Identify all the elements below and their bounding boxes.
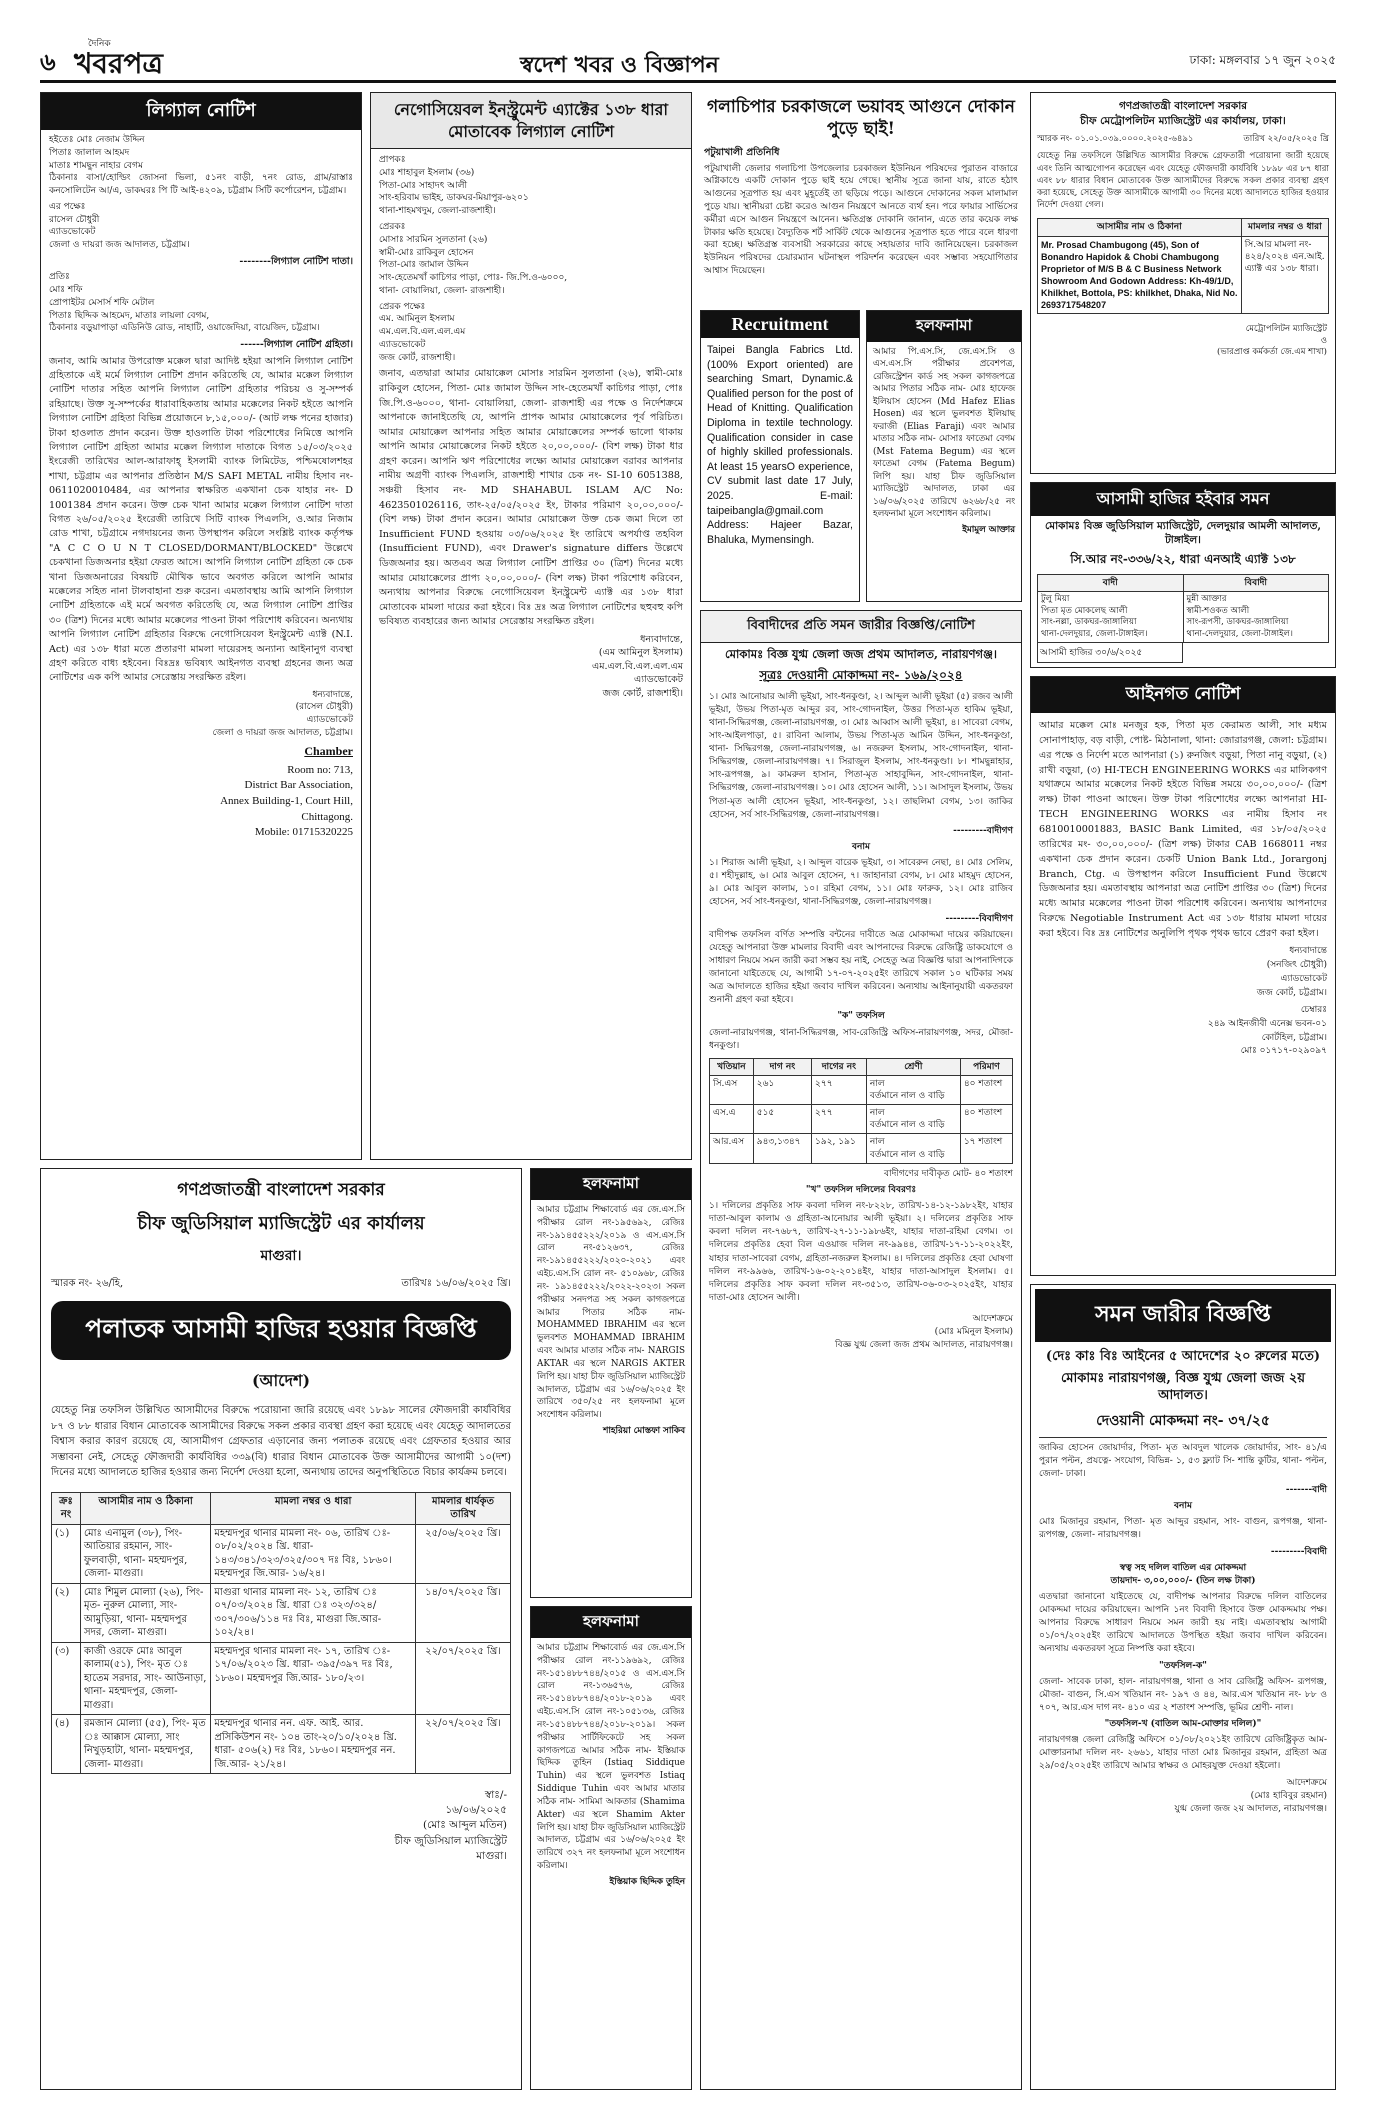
table-cell: নাল বর্তমানে নাল ও বাড়ি [866, 1105, 960, 1134]
table-cell: ২৭৭ [812, 1105, 867, 1134]
table-cell: মহম্মদপুর থানার মামলা নং- ১৭, তারিখ ঃ- ১৭/০৬/২০২৩ খ্রি. ধারা- ৩৯৫/৩৯৭ দঃ বিঃ, ১৮৬০। মহম্মদপুর জি.আর- ১৮০/২৩। [211, 1642, 416, 1715]
notice-sign: ধন্যবাদান্তে, (এম আমিনুল ইসলাম) এম.এল.বি.এল.এল.এম এ্যাডভোকেট জজ কোর্ট, রাজশাহী। [591, 633, 683, 699]
table-cell: ২২/০৭/২০২৫ খ্রি। [416, 1642, 511, 1715]
abs-col: মামলা নম্বর ও ধারা [211, 1492, 416, 1524]
summons2-subject: স্বত্ব সহ দলিল বাতিল এর মোকদ্দমা তায়দাদ- ৩,০০,০০০/- (তিন লক্ষ টাকা) [1110, 1562, 1256, 1586]
absconding-accused-notice [40, 1168, 522, 2090]
summons2-title: সমন জারীর বিজ্ঞপ্তি [1035, 1289, 1331, 1342]
abs-title: পলাতক আসামী হাজির হওয়ার বিজ্ঞপ্তি [51, 1301, 511, 1360]
cmm-col: মামলার নম্বর ও ধারা [1241, 219, 1328, 236]
table-cell: সি.এস [710, 1075, 754, 1104]
affidavit-title: হলফনামা [867, 311, 1021, 342]
accused-summon-tangail [1030, 482, 1336, 668]
summons2-defendant-tag: ---------বিবাদী [1270, 1546, 1327, 1557]
abs-col: আসামীর নাম ও ঠিকানা [81, 1492, 211, 1524]
table-row [52, 1583, 511, 1642]
table-row [1038, 236, 1329, 314]
summons2-vs: বনাম [1174, 1501, 1192, 1512]
summons-defendants: ১। শিরাজ আলী ভূইয়া, ২। আব্দুল বারেক ভূইয়া, ৩। সাবেরুন নেছা, ৪। মোঃ সেলিম, ৫। শহীদুল্লাহ, ৬। মোঃ আবুল হোসেন, ৭। জাহানারা বেগম, ৮। মোঃ মাহমুদ হোসেন, ৯। মোঃ আবুল কালাম, ১০। রহিমা বেগম, ১১। মোঃ ফারুক, ১২। মোঃ রাজিব হোসেন, সর্ব সাং-ধনকুণ্ডা, থানা-সিদ্ধিরগঞ্জ, জেলা-নারায়ণগঞ্জ। [709, 858, 1013, 908]
abs-col: মামলার ধার্যকৃত তারিখ [416, 1492, 511, 1524]
summons-case: সূত্রঃ দেওয়ানী মোকাদ্দমা নং- ১৬৯/২০২৪ [759, 667, 963, 682]
table-cell: মাগুরা থানার মামলা নং- ১২, তারিখ ঃ ০৭/০৩/২০২৪ খ্রি. ধারা ঃ ৩২৩/৩২৪/ ৩০৭/৩০৬/১১৪ দঃ বিঃ, মাগুরা জি.আর- ১০২/২৪। [211, 1583, 416, 1642]
affidavit-ad-3 [530, 1606, 692, 2090]
header-rule [40, 80, 1336, 83]
table-row [52, 1715, 511, 1774]
table-row [1038, 592, 1329, 643]
notice-sign: ধন্যবাদান্তে (সনজিৎ চৌধুরী) এ্যাডভোকেট জজ কোর্ট, চট্টগ্রাম। [1256, 945, 1327, 998]
table-cell: ২২/০৭/২০২৫ খ্রি। [416, 1715, 511, 1774]
summons-court: মোকামঃ বিজ্ঞ যুগ্ম জেলা জজ প্রথম আদালত, নারায়ণগঞ্জ। [724, 647, 998, 661]
table-row [52, 1642, 511, 1715]
summons2-plaintiff-tag: -------বাদী [1285, 1485, 1327, 1496]
affidavit-ad-2 [530, 1168, 692, 1598]
table-row [710, 1075, 1013, 1104]
affidavit-body: আমার চট্টগ্রাম শিক্ষাবোর্ড এর জে.এস.সি পরীক্ষার রোল নং-১৯৫৬৯২, রেজিঃ নং-১৯১৪৫৫২২২/২০১৯ ও এস.এস.সি রোল নং-৫১২৬৩৭, রেজিঃ নং-১৯১৪৫৫২২২/২০২০-২০২১ এবং এইচ.এস.সি রোল নং- ৫১০৯৬৮, রেজিঃ নং- ১৯১৪৫৫২২২/২০২২-২০২৩। সকল পরীক্ষার সনদপত্র সহ সকল কাগজপত্রে আমার পিতার সঠিক নাম- MOHAMMED IBRAHIM এর স্থলে ভুলবশত MOHAMMAD IBRAHIM এবং আমার মাতার সঠিক নাম- NARGIS AKTAR এর স্থলে NARGIS AKTER লিপি হয়। যাহা চীফ জুডিসিয়াল ম্যাজিস্ট্রেট আদালত, চট্টগ্রাম এর ১৬/০৬/২০২৫ ইং তারিখে ৩৫০/২৫ নং হলফনামা মূলে সংশোধন করিলাম। [537, 1205, 685, 1421]
table-cell: ১৭ শতাংশ [960, 1134, 1012, 1163]
table-cell: ২৭৭ [812, 1075, 867, 1104]
summons-defendant-tag: ---------বিবাদীগণ [945, 913, 1013, 924]
summons-body: বাদীপক্ষ তফসিল বর্ণিত সম্পত্তি বন্টনের দাবীতে অত্র মোকাদ্দমা দায়ের করিয়াছেন। যেহেতু আপনারা উক্ত মামলার বিবাদী এবং আপনাদের বিরুদ্ধে রেজিষ্ট্রি ডাকযোগে ও সাধারণ নিয়মে সমন জারী করা সম্ভব হয় নাই, সেহেতু অত্র বিজ্ঞপ্তি দ্বারা আপনাদিগকে জানানো যাইতেছে যে, আগামী ১৭-০৭-২০২৫ইং তারিখে সকাল ১০ ঘটিকার সময় অত্র আদালতে হাজির হইয়া জবাব দাখিল করিবেন। অন্যথায় আইনানুযায়ী একতরফা শুনানী গ্রহণ করা হইবে। [709, 929, 1013, 1006]
affidavit-ad-1 [866, 310, 1022, 602]
news-article [700, 92, 1022, 304]
defendant-label: বিবাদী [1183, 575, 1329, 592]
recruitment-body: Taipei Bangla Fabrics Ltd. (100% Export oriented) are searching Smart, Dynamic.& Qualified person for the post of Head of Knitting. Qualification Diploma in textile technology. Qualification consider in case of highly skilled professionals. At least 15 yearsO experience, CV submit last date 17 July, 2025. E-mail: taipeibangla@gmail.com Address: Hajeer Bazar, Bhaluka, Mymensingh. [707, 344, 853, 546]
abs-table [51, 1492, 511, 1775]
page-number: ৬ [40, 47, 56, 76]
schedule-col: শ্রেণী [866, 1058, 960, 1075]
notice-sender: প্রেরকঃ মোসাঃ সারমিন সুলতানা (২৬) স্বামী-মোঃ রাকিবুল হোসেন পিতা-মোঃ জামাল উদ্দিন সাং-হেতেমখাঁ কাচিগর পাড়া, পোঃ- জি.পি.ও-৬০০০, থানা- বোয়ালিয়া, জেলা- রাজশাহী। [379, 222, 568, 296]
table-cell: ১৪/০৭/২০২৫ খ্রি। [416, 1583, 511, 1642]
legal-notice-hitech [1030, 676, 1336, 1276]
notice-agent: প্রেরক পক্ষেঃ এম. আমিনুল ইসলাম এম.এল.বি.এল.এল.এম এ্যাডভোকেট জজ কোর্ট, রাজশাহী। [379, 301, 466, 363]
hazir-date: আসামী হাজির ৩০/৬/২০২৫ [1037, 643, 1183, 663]
hazir-plaintiff: টুলু মিয়া পিতা মৃত মোকলেছ আলী সাং-নল্লা, ডাকঘর-জাঙ্গালিয়া থানা-দেলদুয়ার, জেলা-টাঙ্গাইল। [1038, 592, 1184, 643]
abs-gov: গণপ্রজাতন্ত্রী বাংলাদেশ সরকার [177, 1180, 385, 1200]
table-cell: মহম্মদপুর থানার মামলা নং- ০৬, তারিখ ঃ- ০৮/০২/২০২৪ খ্রি. ধারা- ১৪৩/৩৪১/৩২৩/৩২৫/৩০৭ দঃ বিঃ, ১৮৬০। মহম্মদপুর জি.আর- ১৬/২৪। [211, 1524, 416, 1583]
table-cell: আর.এস [710, 1134, 754, 1163]
affidavit-title: হলফনামা [531, 1607, 691, 1638]
summons-order-sign: আদেশক্রমে (মোঃ মমিনুল ইসলাম) বিজ্ঞ যুগ্ম জেলা জজ প্রথম আদালত, নারায়ণগঞ্জ। [835, 1314, 1013, 1351]
notice-body: জনাব, এতদ্বারা আমার মোয়াক্কেল মোসাঃ সারমিন সুলতানা (২৬), স্বামী-মোঃ রাকিবুল হোসেন, পিতা- মোঃ জামাল উদ্দিন সাং-হেতেমখাঁ কাচিগর পাড়া, পোঃ জি.পি.ও-৬০০০, থানা- বোয়ালিয়া, জেলা- রাজশাহী এর পক্ষে ও নির্দেশক্রমে আপনাকে জানাইতেছি যে, আপনি প্রাপক আমার মোয়াক্কেলের পূর্ব পরিচিত। আমার মোয়াক্কেল আপনার সহিত আমার মোয়াক্কেলের সম্পর্ক ভালো থাকায় আপনি আমার মোয়াক্কেলের নিকট হইতে ২০,০০,০০০/- (বিশ লক্ষ) টাকা ধার গ্রহণ করেন। আপনি ঋণ পরিশোধের লক্ষ্যে আমার মোয়াক্কেল বরাবর আপনার নামীয় অগ্রণী ব্যাংক পিএলসি, রাজশাহী শাখার চেক নং- SI-10 6051388, সঞ্চয়ী হিসাব নং- MD SHAHABUL ISLAM A/C No: 4623501026116, তাং-২৫/০৫/২০২৫ ইং, টাকার পরিমাণ ২০,০০,০০০/- (বিশ লক্ষ) টাকা প্রদান করেন। আমার মোয়াক্কেল উক্ত চেক জমা দিলে তা Insufficient FUND হওয়ায় ০৩/০৬/২০২৫ ইং তারিখে অপর্যাপ্ত তহবিল (Insufficient FUND), এবং Drawer's signature differs উল্লেখে ডিজঅনার হয়। অতএব অত্র লিগ্যাল নোটিশ প্রাপ্তির ৩০ (ত্রিশ) দিনের মধ্যে আমার মোয়াক্কেলের প্রাপ্য ২০,০০,০০০/- (বিশ লক্ষ) টাকা পরিশোধ করিবেন, অন্যথায় আপনার বিরুদ্ধে নেগোসিয়েবল ইনস্ট্রুমেন্ট এ্যাক্ট এর ১৩৮ ধারা মোতাবেক মামলা দায়ের করা হইবে। বিঃ দ্রঃ অত্র লিগ্যাল নোটিশের ছহুবহু কপি ভবিষ্যত ব্যবহারের জন্য আমার সেরেস্তায় সংরক্ষিত রইল। [379, 368, 683, 628]
section-title: স্বদেশ খবর ও বিজ্ঞাপন [520, 52, 719, 78]
hazir-case: সি.আর নং-৩৩৬/২২, ধারা এনআই এ্যাক্ট ১৩৮ [1070, 552, 1296, 567]
table-cell: নাল বর্তমানে নাল ও বাড়ি [866, 1075, 960, 1104]
table-cell: ১৯২, ১৯১ [812, 1134, 867, 1163]
summons2-plaintiff: জাকির হোসেন জোয়ার্দার, পিতা- মৃত আবদুল খালেক জোয়ার্দার, সাং- ৪১/এ পুরান পল্টন, প্রযত্নে- সংযোগ, বিভিন্ন- ১, ৫৩ ফ্ল্যাট সি- শান্তি কুটির, থানা- পল্টন, জেলা- ঢাকা। [1039, 1442, 1327, 1479]
news-byline: পটুয়াখালী প্রতিনিধি [704, 147, 780, 159]
table-cell: ২৫/০৬/২০২৫ খ্রি। [416, 1524, 511, 1583]
table-cell: মহম্মদপুর থানার নন. এফ. আই. আর. প্রসিকিউশন নং- ১০৪ তাং-২০/১০/২০২৪ খ্রি. ধারা- ৫০৬(২) দঃ বিঃ, ১৮৬০। মহম্মদপুর নন. জি.আর- ২১/২৪। [211, 1715, 416, 1774]
notice-sender-tag: --------লিগ্যাল নোটিশ দাতা। [239, 255, 353, 267]
abs-memo: স্মারক নং- ২৬/হি, [51, 1278, 124, 1289]
cmm-memo-date: তারিখ ২২/০৫/২০২৫ খ্রি [1243, 134, 1329, 145]
table-row [710, 1105, 1013, 1134]
news-headline: গলাচিপার চরকাজলে ভয়াবহ আগুনে দোকান পুড়ে ছাই! [707, 97, 1015, 140]
schedule-col: দাগের নং [812, 1058, 867, 1075]
summons2-deed-title: "তফসিল-খ (বাতিল আম-মোক্তার দলিল)" [1104, 1719, 1262, 1730]
abs-col: ক্রঃ নং [52, 1492, 81, 1524]
summons-title: বিবাদীদের প্রতি সমন জারীর বিজ্ঞপ্তি/নোটিশ [701, 611, 1021, 643]
summons2-rule: (দেঃ কাঃ বিঃ আইনের ৫ আদেশের ২০ রুলের মতে) [1045, 1349, 1321, 1364]
notice-receiver-tag: ------লিগ্যাল নোটিশ গ্রহিতা। [240, 339, 353, 351]
cmm-accused: Mr. Prosad Chambugong (45), Son of Bonandro Hapidok & Chobi Chambugong Proprietor of M/S B & C Business Network Showroom And Godown Address: Kh-49/1/D, Khilkhet, Bottola, PS: khilkhet, Dhaka, Nid No. 2693717548207 [1038, 236, 1242, 314]
cmm-dhaka-notice [1030, 92, 1336, 474]
notice-sign: ধন্যবাদান্তে, (রাসেল চৌধুরী) এ্যাডভোকেট জেলা ও দায়রা জজ আদালত, চট্টগ্রাম। [212, 689, 353, 738]
table-cell: ৫১৫ [753, 1105, 811, 1134]
notice-receiver: প্রাপকঃ মোঃ শাহাবুল ইসলাম (৩৬) পিতা-মোঃ সাহাদৎ আলী সাং-হরিবাম ভাইহ, ডাকঘর-মিয়াপুর-৬২০১ থানা-শাহমখদুম, জেলা-রাজশাহী। [379, 155, 529, 217]
abs-office: চীফ জুডিসিয়াল ম্যাজিস্ট্রেট এর কার্যালয় [137, 1213, 425, 1234]
notice-title: নেগোসিয়েবল ইনস্ট্রুমেন্ট এ্যাক্টের ১৩৮ ধারা মোতাবেক লিগ্যাল নোটিশ [371, 93, 691, 149]
abs-sign: স্বাঃ/- ১৬/০৬/২০২৫ (মোঃ আব্দুল মতিন) চীফ জুডিসিয়াল ম্যাজিস্ট্রেট মাগুরা। [394, 1789, 507, 1862]
legal-notice-chattogram [40, 92, 362, 1160]
schedule-col: পরিমাণ [960, 1058, 1012, 1075]
schedule-col: খতিয়ান [710, 1058, 754, 1075]
cmm-case: সি.আর মামলা নং- ৪২৪/২০২৪ এন.আই. এ্যাক্ট এর ১৩৮ ধারা। [1241, 236, 1328, 314]
summons2-defendant: মোঃ মিজানুর রহমান, পিতা- মৃত আব্দুর রহমান, সাং- বাগুন, রূপগঞ্জ, থানা- রূপগঞ্জ, জেলা- নারায়ণগঞ্জ। [1039, 1517, 1327, 1541]
table-cell: নাল বর্তমানে নাল ও বাড়ি [866, 1134, 960, 1163]
affidavit-sign: ইস্তিয়াক ছিদ্দিক তুহিন [609, 1876, 685, 1887]
summons-notice-civil [1030, 1284, 1336, 2090]
cmm-col: আসামীর নাম ও ঠিকানা [1038, 219, 1242, 236]
table-row [710, 1134, 1013, 1163]
table-cell: এস.এ [710, 1105, 754, 1134]
hazir-court: মোকামঃ বিজ্ঞ জুডিসিয়াল ম্যাজিস্ট্রেট, দেলদুয়ার আমলী আদালত, টাঙ্গাইল। [1045, 520, 1321, 547]
abs-order: (আদেশ) [251, 1371, 311, 1390]
notice-from: হইতেঃ মোঃ নেজাম উদ্দিন পিতাঃ জালাল আহমদ মাতাঃ শামছুন নাহার বেগম ঠিকানাঃ বাসা/হোল্ডিং জোসনা ভিলা, ৫১নং বাড়ী, ৭নং রোড, গ্রাম/রাস্তাঃ কনসোলিটেন আ/এ, ডাকঘরঃ পি টি আই-৪২০৯, চট্টগ্রাম সিটি কর্পোরেশন, চট্টগ্রাম। [49, 135, 353, 197]
notice-body: জনাব, আমি আমার উপরোক্ত মক্কেল দ্বারা আদিষ্ট হইয়া আপনি লিগ্যাল নোটিশ গ্রহিতাকে এই মর্মে লিগ্যাল নোটিশ প্রদান করিতেছি যে, আমার মক্কেল লিগ্যাল নোটিশ দাতার সহিত আপনি লিগ্যাল নোটিশ গ্রহিতার পরিচয় ও সু-সম্পর্ক রহিয়াছে। উক্ত সু-সম্পর্কের ধারাবাহিকতায় আমার মক্কেলের নিকট হইতে আপনি লিগ্যাল নোটিশ গ্রহিতা বিভিন্ন প্রয়োজনে ৮,১৫,০০০/- (আট লক্ষ পনের হাজার) টাকা হাওলাত প্রদান করেন। উক্ত হাওলাতি টাকা পরিশোধের নিমিত্তে আপনি লিগ্যাল নোটিশ গ্রহিতা আমার মক্কেল লিগ্যাল দাতাকে বিগত ১৫/০৩/২০২৫ ইংরেজী তারিখের আল-আরাফাহ্ ইসলামী ব্যাংক লিমিটেড, পশ্চিমষোলশহর শাখা, চট্টগ্রাম এর আপনার প্রতিষ্ঠান M/S SAFI METAL নামীয় হিসাব নং- 0611020010484, এর আপনার স্বাক্ষরিত একখানা চেক যাহার নং- D 1001384 প্রদান করেন। উক্ত চেক খানা আমার মক্কেল লিগ্যাল নোটিশ দাতা বিগত ২৬/০৫/২০২৫ ইংরেজী তারিখে সিটি ব্যাংক পিএলসি, ও.আর নিজাম রোড শাখা, চট্টগ্রামে নগদায়নের জন্য উপস্থাপন করিলে সংশ্লিষ্ট ব্যাংক কর্তৃপক্ষ "A C C O U N T CLOSED/DORMANT/BLOCKED" উল্লেখে চেকখানা ডিজঅনার হইয়া ফেরত আসে। আপনি লিগ্যাল নোটিশ গ্রহিতা কে চেক খানা ডিজঅনারের বিষয়টি মৌখিক ভাবে অবগত করিলে আপনি আমার মক্কেলের সহিত নানা টালবাহানা শুরু করেন। এমতাবস্থায় আমি আপনি লিগ্যাল নোটিশ গ্রহিতাকে এই মর্মে অবগত করিতেছি যে, অত্র লিগ্যাল নোটিশ প্রাপ্তির ৩০ (ত্রিশ) দিনের মধ্যে আমার মক্কেলের পাওনা টাকা পরিশোধ করিবেন। অন্যথায় আপনি লিগ্যাল নোটিশ গ্রহিতার বিরুদ্ধে নেগোসিয়েবল ইনস্ট্রুমেন্ট এ্যাক্ট (N.I. Act) এর ১৩৮ ধারা মতে প্রতারণা মামলা দায়েরসহ অন্যান্য আইনানুগ ব্যবস্থা গ্রহণ করিতে বাধ্য হইবেন। বিঃদ্রঃ ভবিষ্যৎ আইনগত ব্যবস্থা গ্রহনের জন্য অত্র নোটিশের এক কপি আমার সেরেস্তায় সংরক্ষিত রইল। [49, 355, 353, 684]
notice-title: লিগ্যাল নোটিশ [41, 93, 361, 130]
schedule-total: বাদীগণের দাবীকৃত মোট- ৪০ শতাংশ [883, 1168, 1013, 1179]
news-body: পটুয়াখালী জেলার গলাচিপা উপজেলার চরকাজল ইউনিয়ন পরিষদের পুরাতন বাজারে অগ্নিকাণ্ডে একটি দোকান পুড়ে ছাই হয়ে গেছে। স্থানীয় সূত্রে জানা যায়, রাতে হঠাৎ আগুনের সূত্রপাত হয় এবং মুহূর্তেই তা ছড়িয়ে পড়ে। আগুনে দোকানের সকল মালামাল পুড়ে যায়। স্থানীয়রা চেষ্টা করেও আগুন নিয়ন্ত্রণে আনতে ব্যর্থ হন। পরে ফায়ার সার্ভিসের কর্মীরা এসে আগুন নিয়ন্ত্রণে আনেন। ক্ষতিগ্রস্ত দোকানি জানান, এতে তার কয়েক লক্ষ টাকার ক্ষতি হয়েছে। বৈদ্যুতিক শর্ট সার্কিট থেকে আগুনের সূত্রপাত হতে পারে বলে ধারণা করা হচ্ছে। ক্ষতিগ্রস্ত ব্যবসায়ী সরকারের কাছে সহায়তার দাবি জানিয়েছেন। চরকাজল ইউনিয়ন পরিষদের চেয়ারম্যান ঘটনাস্থল পরিদর্শন করেছেন এবং সম্ভাব্য সহযোগিতার আশ্বাস দিয়েছেন। [704, 163, 1018, 276]
summons2-deed: নারায়ণগঞ্জ জেলা রেজিষ্ট্রি অফিসে ০১/০৮/২০২১ইং তারিখে রেজিষ্ট্রিকৃত আম-মোক্তারনামা দলিল নং- ২৬৬১, যাহার দাতা মোঃ মিজানুর রহমান, গ্রহিতা অত্র ২৯/০৫/২০২৫ইং তারিখে আমার স্বাক্ষর ও মোহরযুক্ত দেওয়া হইলো। [1039, 1735, 1327, 1772]
table-row [52, 1524, 511, 1583]
notice-to: প্রতিঃ মোঃ শফি প্রোপাইটর মেসার্স শফি মেটাল পিতাঃ ছিদ্দিক আহমেদ, মাতাঃ লায়লা বেগম, ঠিকানাঃ বড়ুয়াপাড়া এডিনিউ রোড, নাহাটি, ওয়াজেদিয়া, বায়েজিদ, চট্টগ্রাম। [49, 272, 320, 334]
notice-body: আমার মক্কেল মোঃ মনজুর হক, পিতা মৃত কেরামত আলী, সাং মধ্যম সোনাপাহাড়, বড় বাড়ী, পোষ্ট- মিঠানালা, থানা: জোরারগঞ্জ, জেলা: চট্টগ্রাম। এর পক্ষে ও নির্দেশ মতে আপনারা (১) রুনজিৎ বড়ুয়া, পিতা নানু বড়ুয়া, (২) রাখী বড়ুয়া, (৩) HI-TECH ENGINEERING WORKS এর মালিকগণ যথাক্রমে আমার মক্কেলের নিকট হইতে বিভিন্ন সময়ে ৩০,০০,০০০/- (ত্রিশ লক্ষ) টাকা পাওনা আছেন। উক্ত টাকা পরিশোধের লক্ষ্যে আপনারা HI-TECH ENGINEERING WORKS এর নামীয় হিসাব নং 6810010001883, BASIC Bank Limited, এর ১৮/০৫/২০২৫ তারিখের মং- ৩০,০০,০০০/- (ত্রিশ লক্ষ) টাকার CAB 1668011 নম্বর একখানা চেক প্রদান করেন। চেকটি Union Bank Ltd., Jorargonj Branch, Ctg. এ উপস্থাপন করিলে Insufficient Fund উল্লেখে ডিজঅনার হয়। এমতাবস্থায় আপনারা অত্র নোটিশ প্রাপ্তির ৩০ (ত্রিশ) দিনের মধ্যে আমার মক্কেলের পাওনা টাকা পরিশোধ করিবেন। অন্যথায় আপনাদের বিরুদ্ধে Negotiable Instrument Act এর ১৩৮ ধারায় মামলা দায়ের করা হইবে। বিঃ দ্রঃ নোটিশের অনুলিপি পৃথক পৃথক ভাবে প্রেরণ করা হইল। [1039, 720, 1327, 940]
affidavit-title: হলফনামা [531, 1169, 691, 1200]
summons2-body: এতদ্বারা জানানো যাইতেছে যে, বাদীপক্ষ আপনার বিরুদ্ধে দলিল বাতিলের মোকদ্দমা দায়ের করিয়াছেন। আপনি ১নং বিবাদী হিসাবে উক্ত মোকদ্দমায় পক্ষ। আপনার বিরুদ্ধে সাধারণ নিয়মে সমন জারী হয় নাই। এমতাবস্থায় আগামী ০১/০৭/২০২৫ইং তারিখে আদালতে উপস্থিত হইয়া জবাব দাখিল করিবেন। অন্যথায় একতরফা সূত্রে নিষ্পত্তি করা হইবে। [1039, 1591, 1327, 1655]
summons2-schedule: জেলা- সাবেক ঢাকা, হাল- নারায়ণগঞ্জ, থানা ও সাব রেজিষ্ট্রি অফিস- রূপগঞ্জ, মৌজা- বাগুন, সি.এস খতিয়ান নং- ১৯৭ ও ৪৪, আর.এস খতিয়ান নং- ৮৮ ও ৭০৭, আর.এস দাগ নং- ৪১০ এর ২ শতাংশ সম্পত্তি, ভূমির শ্রেণী- নাল। [1039, 1676, 1327, 1713]
table-cell: (৩) [52, 1642, 81, 1715]
affidavit-sign: শাহরিয়া মোস্তফা সাকিব [603, 1426, 685, 1437]
cmm-memo: স্মারক নং- ০১.০১.০৩৯.০০০০.২০২৫-৬৪৯১ [1037, 134, 1194, 145]
affidavit-body: আমার চট্টগ্রাম শিক্ষাবোর্ড এর জে.এস.সি পরীক্ষার রোল নং-১১৯৬৯২, রেজিঃ নং-১৫১৪৮৮৭৪৪/২০১৫ ও এস.এস.সি রোল নং-১৩৬৫৭৬, রেজিঃ নং-১৫১৪৮৮৭৪৪/২০১৮-২০১৯ এবং এইচ.এস.সি রোল নং-১০৫১৩৬, রেজিঃ নং-১৫১৪৮৮৭৪৪/২০১৮-২০১৯। সকল পরীক্ষার সার্টিফিকেটে সহ সকল কাগজপত্রে আমার সঠিক নাম- ইস্তিয়াক ছিদ্দিক তুহিন (Istiaq Siddique Tuhin) এর স্থলে ভুলবশত Istiaq Siddique Tuhin এবং আমার মাতার সঠিক নাম- সামিমা আকতার (Shamima Akter) এর স্থলে Shamim Akter লিপি হয়। যাহা চীফ জুডিসিয়াল ম্যাজিস্ট্রেট আদালত, চট্টগ্রাম এর ১৬/০৬/২০২৫ ইং তারিখে ৩২৭ নং হলফনামা মূলে সংশোধন করিলাম। [537, 1643, 685, 1872]
summons2-court: মোকামঃ নারায়ণগঞ্জ, বিজ্ঞ যুগ্ম জেলা জজ ২য় আদালত। [1061, 1370, 1305, 1404]
deeds-title: "খ" তফসিল দলিলের বিবরণঃ [805, 1184, 917, 1195]
notice-chamber: চেম্বারঃ ২৪৯ আইনজীবী এনেক্স ভবন-০১ কোর্টহিল, চট্টগ্রাম। মোঃ ০১৭১৭-০২৯০৯৭ [1207, 1004, 1327, 1057]
table-cell: ২৬১ [753, 1075, 811, 1104]
recruitment-ad [700, 310, 860, 602]
table-cell: (১) [52, 1524, 81, 1583]
table-cell: ৪০ শতাংশ [960, 1075, 1012, 1104]
edition-date: ঢাকা: মঙ্গলবার ১৭ জুন ২০২৫ [1189, 53, 1336, 67]
chamber-address: Room no: 713, District Bar Association, Annex Building-1, Court Hill, Chittagong. Mobile: 01715320225 [220, 763, 353, 839]
summons2-case: দেওয়ানী মোকদ্দমা নং- ৩৭/২৫ [1039, 1407, 1327, 1438]
masthead [40, 18, 1336, 80]
cmm-sign: মেট্রোপলিটন ম্যাজিস্ট্রেট ও (ভারপ্রাপ্ত কর্মকর্তা জে.এম শাখা) [1217, 324, 1327, 358]
summons-notice-narayanganj [700, 610, 1022, 2090]
schedule-sub: জেলা-নারায়ণগঞ্জ, থানা-সিদ্ধিরগঞ্জ, সাব-রেজিস্ট্রি অফিস-নারায়ণগঞ্জ, সদর, মৌজা-ধনকুণ্ডা। [709, 1027, 1013, 1051]
table-cell: (২) [52, 1583, 81, 1642]
cmm-head: গণপ্রজাতন্ত্রী বাংলাদেশ সরকার চীফ মেট্রোপলিটন ম্যাজিস্ট্রেট এর কার্যালয়, ঢাকা। [1080, 100, 1286, 127]
hazir-title: আসামী হাজির হইবার সমন [1031, 483, 1335, 516]
cmm-body: যেহেতু নিম্ন তফসিলে উল্লিখিত আসামীর বিরুদ্ধে গ্রেফতারী পরোয়ানা জারী হয়েছে এবং তিনি আত্মগোপন করেছেন এবং যেহেতু ফৌজদারী কার্যবিধি ১৮৯৮ এর ৮৭ ধারা এবং ৮৮ ধারার বিধান মোতাবেক উক্ত আসামীদের বিরুদ্ধে সকল প্রকার ব্যবস্থা গ্রহণ করা হয়েছে, সেহেতু উক্ত আসামীকে আগামী ৩০ দিনের মধ্যে আদালতে হাজির হওয়ার নির্দেশ দেওয়া গেল। [1037, 151, 1329, 211]
notice-agent: এর পক্ষেঃ রাসেল চৌধুরী এ্যাডভোকেট জেলা ও দায়রা জজ আদালত, চট্টগ্রাম। [49, 201, 190, 251]
schedule-col: দাগ নং [753, 1058, 811, 1075]
legal-notice-rajshahi [370, 92, 692, 1160]
summons-plaintiff-tag: ---------বাদীগণ [953, 825, 1013, 836]
summons-vs: বনাম [852, 841, 870, 852]
abs-memo-date: তারিখঃ ১৬/০৬/২০২৫ খ্রি। [401, 1278, 511, 1289]
summons2-schedule-title: "তফসিল-ক" [1159, 1660, 1207, 1671]
notice-title: আইনগত নোটিশ [1031, 677, 1335, 713]
cmm-table [1037, 218, 1329, 314]
paper-name: খবরপত্র [74, 47, 163, 80]
table-cell: রমজান মোল্যা (৫৫), পিং- মৃত ঃ আক্কাস মোল্যা, সাং নিখুড়হাটা, থানা- মহম্মদপুর, জেলা- মাগুরা। [81, 1715, 211, 1774]
abs-place: মাগুরা। [260, 1248, 302, 1264]
plaintiff-label: বাদী [1038, 575, 1184, 592]
deeds-list: ১। দলিলের প্রকৃতিঃ সাফ কবলা দলিল নং-৮২২৮, তারিখ-১৪-১২-১৯৮২ইং, যাহার দাতা-আবুল কালাম ও গ্রহিতা-আনোয়ার আলী ভূইয়া। ২। দলিলের প্রকৃতিঃ সাফ কবলা দলিল নং-৭৬৮৭, তারিখ-২৭-১১-১৯৮৬ইং, যাহার দাতা-রহিমা বেগম। ৩। দলিলের প্রকৃতিঃ হেবা বিল এওয়াজ দলিল নং-৯৯৪৪, তারিখ-১৭-১১-২০২২ইং, যাহার দাতা-সাবেরা বেগম, গ্রহিতা-নজরুল ইসলাম। ৪। দলিলের প্রকৃতিঃ হেবা ঘোষণা দলিল নং-৯৯৬৬, তারিখ-১৬-০২-২০১৪ইং, যাহার দাতা-আসাদুল ইসলাম। ৫। দলিলের প্রকৃতিঃ সাফ কবলা দলিল নং-৩৫১৩, তারিখ-০৬-০৩-২০২৫ইং, যাহার দাতা-মোঃ হোসেন আলী। [709, 1201, 1013, 1303]
paper-prefix: দৈনিক [88, 39, 111, 49]
schedule-title: "ক" তফসিল [837, 1011, 885, 1022]
affidavit-sign: ইমামুল আক্তার [962, 524, 1015, 535]
chamber-title: Chamber [304, 743, 353, 758]
table-cell: (৪) [52, 1715, 81, 1774]
summons-plaintiffs: ১। মোঃ আনোয়ার আলী ভূইয়া, সাং-ধনকুণ্ডা, ২। আব্দুল আলী ভূইয়া (৫) রজব আলী ভূইয়া, উভয় পিতা-মৃত আব্দুর রব, সাং-গোদনাইল, উত্তর পিতা-মৃত হাকিম ভূইয়া, থানা-সিদ্ধিরগঞ্জ, জেলা-নারায়ণগঞ্জ, ৩। মোঃ আব্বাস আলী ভূইয়া, ৪। সাবেরা বেগম, সাং-আইলপাড়া, ৫। রাবিনা আলাম, উভয় পিতা-মৃত আমিন উদ্দিন, সাং-ধনকুণ্ডা, থানা- সিদ্ধিরগঞ্জ, জেলা-নারায়ণগঞ্জ, ৬। নজরুল ইসলাম, সাং-গোদনাইল, থানা-সিদ্ধিরগঞ্জ, জেলা-নারায়ণগঞ্জ। ৭। সিরাজুল ইসলাম, সাং-ধনকুণ্ডা। ৮। শামছুন্নাহার, সাং-রূপগঞ্জ, ৯। কামরুল হাসান, পিতা-মৃত সাহাবুদ্দিন, সাং-গোদনাইল, থানা-সিদ্ধিরগঞ্জ, জেলা-নারায়ণগঞ্জ। ১০। মোঃ হোসেন আলী, ১১। আসাদুল ইসলাম, উভয় পিতা-মৃত আলী হোসেন ভূইয়া, সাং-ধনকুণ্ডা, ১২। তাছলিমা বেগম, ১৩। জাকির হোসেন, সর্ব সাং-সিদ্ধিরগঞ্জ, জেলা-নারায়ণগঞ্জ। [709, 691, 1013, 820]
recruitment-title: Recruitment [701, 311, 859, 338]
abs-body: যেহেতু নিম্ন তফসিল উল্লিখিত আসামীদের বিরুদ্ধে পরোয়ানা জারি রয়েছে এবং ১৮৯৮ সালের ফৌজদারী কার্যবিধির ৮৭ ও ৮৮ ধারার বিধান মোতাবেক আসামীদের বিরুদ্ধে সকল প্রকার ব্যবস্থা গ্রহণ করা হয়েছে এবং যেহেতু আদালতের বিশ্বাস করার কারণ রয়েছে যে, আসামীগণ গ্রেফতার এড়ানোর জন্য পলাতক রয়েছে এবং গ্রেফতার হওয়ার আর সম্ভাবনা নেই, সেহেতু ফৌজদারী কার্যবিধির ৩৩৯(বি) ধারার বিধান মোতাবেক উক্ত আসামীদের আগামী ১০(দশ) দিনের মধ্যে আদালতে হাজির হওয়ার জন্য নির্দেশ দেওয়া হলো, অন্যথায় তাদের অনুপস্থিতিতে বিচার কার্যক্রম চলবে। [51, 1405, 511, 1478]
table-cell: ৪০ শতাংশ [960, 1105, 1012, 1134]
table-cell: মোঃ এনামুল (৩৮), পিং- আতিয়ার রহমান, সাং-ফুলবাড়ী, থানা- মহম্মদপুর, জেলা- মাগুরা। [81, 1524, 211, 1583]
table-cell: ৯৪৩,১৩৪৭ [753, 1134, 811, 1163]
table-cell: কাজী ওরফে মোঃ আবুল কালাম(৫১), পিং- মৃত ঃ হাতেম সরদার, সাং- আউনাড়া, থানা- মহম্মদপুর, জেলা- মাগুরা। [81, 1642, 211, 1715]
hazir-table [1037, 574, 1329, 643]
table-cell: মোঃ শিমুল মোল্যা (২৬), পিং- মৃত- নুরুল মোল্যা, সাং- আমুড়িয়া, থানা- মহম্মদপুর সদর, জেলা- মাগুরা। [81, 1583, 211, 1642]
schedule-table [709, 1058, 1013, 1164]
hazir-defendant: মুন্নী আক্তার স্বামী-শওকত আলী সাং-রূপসী, ডাকঘর-জাঙ্গালিয়া থানা-দেলদুয়ার, জেলা-টাঙ্গাইল। [1183, 592, 1329, 643]
summons2-sign: আদেশক্রমে (মোঃ হাবিবুর রহমান) যুগ্ম জেলা জজ ২য় আদালত, নারায়ণগঞ্জ। [1174, 1777, 1327, 1814]
affidavit-body: আমার পি.এস.সি, জে.এস.সি ও এস.এস.সি পরীক্ষার প্রবেশপত্র, রেজিস্ট্রেশন কার্ড সহ সকল কাগজপত্রে আমার পিতার সঠিক নাম- মোঃ হাফেজ ইলিয়াস হোসেন (Md Hafez Elias Hosen) এর স্থলে ভুলবশত ইলিয়াছ ফরাজী (Elias Faraji) এবং আমার মাতার সঠিক নাম- মোসাঃ ফাতেমা বেগম (Mst Fatema Begum) এর স্থলে ফাতেমা বেগম (Fatema Begum) লিপি হয়। যাহা চীফ জুডিসিয়াল ম্যাজিস্ট্রেট আদালত, ঢাকা এর ১৬/০৬/২০২৫ তারিখে ৬২৬৮/২৫ নং হলফনামা মূলে সংশোধন করিলাম। [873, 347, 1015, 520]
